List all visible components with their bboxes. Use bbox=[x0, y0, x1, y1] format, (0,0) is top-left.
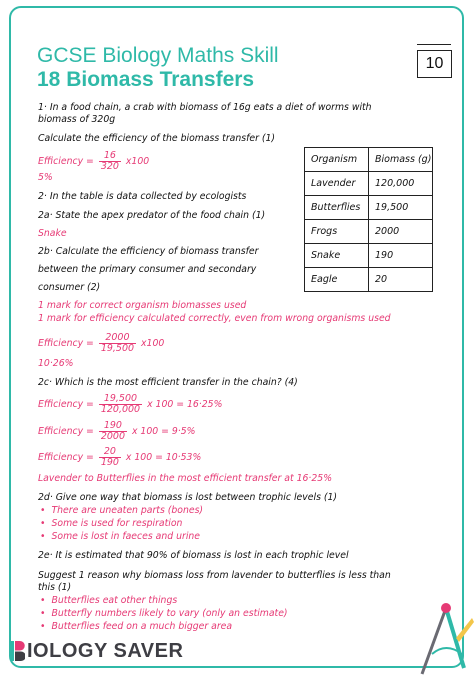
table-row bbox=[305, 172, 433, 196]
compass-pencil-icon bbox=[412, 598, 474, 676]
q2d-question: 2d· Give one way that biomass is lost between trophic levels (1) bbox=[38, 492, 338, 503]
organism-cell: Butterflies bbox=[305, 196, 369, 220]
calc-result: x 100 = 10·53% bbox=[125, 452, 202, 463]
brand-logo: IOLOGY SAVER bbox=[27, 640, 184, 662]
q2c-calculation-2 bbox=[38, 421, 196, 442]
q2c-fraction-2 bbox=[99, 421, 127, 442]
fraction-numerator: 19,500 bbox=[99, 394, 142, 405]
q2e-bullet-1: • Butterflies eat other things bbox=[40, 595, 177, 607]
fraction-numerator: 20 bbox=[99, 447, 121, 458]
organism-cell: Frogs bbox=[305, 220, 369, 244]
biomass-cell: 190 bbox=[369, 244, 433, 268]
biomass-cell: 2000 bbox=[369, 220, 433, 244]
fraction-numerator: 16 bbox=[99, 151, 121, 162]
fraction-denominator: 320 bbox=[100, 161, 119, 172]
q2d-bullet-1: • There are uneaten parts (bones) bbox=[40, 505, 203, 517]
organism-cell: Snake bbox=[305, 244, 369, 268]
q1-answer: 5% bbox=[38, 172, 53, 183]
q2b-question-line2: between the primary consumer and secondary bbox=[38, 264, 257, 275]
q2c-question: 2c· Which is the most efficient transfer in the chain? (4) bbox=[38, 377, 298, 388]
efficiency-label: Efficiency = bbox=[38, 338, 94, 349]
q2b-question-line1: 2b· Calculate the efficiency of biomass transfer bbox=[38, 246, 259, 257]
q2a-question: 2a· State the apex predator of the food chain (1) bbox=[38, 210, 266, 221]
q2b-calculation bbox=[38, 333, 164, 354]
q2b-answer: 10·26% bbox=[38, 358, 74, 369]
biomass-cell: 19,500 bbox=[369, 196, 433, 220]
q2e-question-line2: this (1) bbox=[38, 582, 72, 593]
q2e-question-line1: Suggest 1 reason why biomass loss from lavender to butterflies is less than bbox=[38, 570, 391, 581]
biomass-table bbox=[304, 147, 433, 292]
efficiency-label: Efficiency = bbox=[38, 452, 94, 463]
biomass-cell: 20 bbox=[369, 268, 433, 292]
organism-cell: Eagle bbox=[305, 268, 369, 292]
column-header-organism: Organism bbox=[305, 148, 369, 172]
worksheet-title: GCSE Biology Maths Skill bbox=[37, 44, 279, 67]
table-row bbox=[305, 268, 433, 292]
times-100: x100 bbox=[141, 338, 165, 349]
table-row bbox=[305, 220, 433, 244]
q2c-calculation-3 bbox=[38, 447, 201, 468]
efficiency-label: Efficiency = bbox=[38, 156, 94, 167]
q2c-calculation-1 bbox=[38, 394, 222, 415]
q1-prompt: Calculate the efficiency of the biomass transfer (1) bbox=[38, 133, 276, 144]
q1-question-line1 bbox=[38, 102, 372, 114]
calc-result: x 100 = 16·25% bbox=[147, 399, 223, 410]
logo-b-icon bbox=[11, 641, 25, 661]
column-header-biomass: Biomass (g) bbox=[369, 148, 433, 172]
organism-cell: Lavender bbox=[305, 172, 369, 196]
q2d-bullet-2: • Some is used for respiration bbox=[40, 518, 182, 530]
efficiency-label: Efficiency = bbox=[38, 399, 94, 410]
table-row bbox=[305, 244, 433, 268]
times-100: x100 bbox=[125, 156, 150, 167]
worksheet-subtitle: 18 Biomass Transfers bbox=[37, 68, 255, 91]
table-header-row bbox=[305, 148, 433, 172]
page-number-rule bbox=[417, 44, 451, 45]
fraction-numerator: 2000 bbox=[99, 333, 136, 344]
q2-intro: 2· In the table is data collected by ecologists bbox=[38, 191, 247, 202]
fraction-numerator: 190 bbox=[99, 421, 127, 432]
calc-result: x 100 = 9·5% bbox=[131, 426, 196, 437]
q2b-question-line3: consumer (2) bbox=[38, 282, 101, 293]
q1-calculation bbox=[38, 151, 149, 172]
q2c-answer: Lavender to Butterflies in the most efficient transfer at 16·25% bbox=[38, 473, 333, 484]
fraction-denominator: 19,500 bbox=[100, 343, 135, 354]
fraction-denominator: 2000 bbox=[100, 431, 125, 442]
table-row bbox=[305, 196, 433, 220]
page-number: 10 bbox=[417, 50, 452, 78]
fraction-denominator: 120,000 bbox=[100, 404, 141, 415]
q1-question-line2: biomass of 320g bbox=[38, 114, 116, 125]
efficiency-label: Efficiency = bbox=[38, 426, 94, 437]
q2e-bullet-3: • Butterflies feed on a much bigger area bbox=[40, 621, 232, 633]
fraction-denominator: 190 bbox=[100, 457, 119, 468]
q2e-bullet-2: • Butterfly numbers likely to vary (only an estimate) bbox=[40, 608, 288, 620]
q1-text-1: 1· In a food chain, a crab with biomass of 16g eats a diet of worms with bbox=[38, 102, 372, 113]
q1-fraction bbox=[99, 151, 121, 172]
q2a-answer: Snake bbox=[38, 228, 67, 239]
q2d-bullet-3: • Some is lost in faeces and urine bbox=[40, 531, 200, 543]
q2b-fraction bbox=[99, 333, 136, 354]
q2b-mark-scheme-2: 1 mark for efficiency calculated correctly, even from wrong organisms used bbox=[38, 313, 391, 324]
biomass-cell: 120,000 bbox=[369, 172, 433, 196]
q2c-fraction-1 bbox=[99, 394, 142, 415]
q2c-fraction-3 bbox=[99, 447, 121, 468]
q2e-statement: 2e· It is estimated that 90% of biomass is lost in each trophic level bbox=[38, 550, 349, 561]
q2b-mark-scheme-1: 1 mark for correct organism biomasses used bbox=[38, 300, 247, 311]
